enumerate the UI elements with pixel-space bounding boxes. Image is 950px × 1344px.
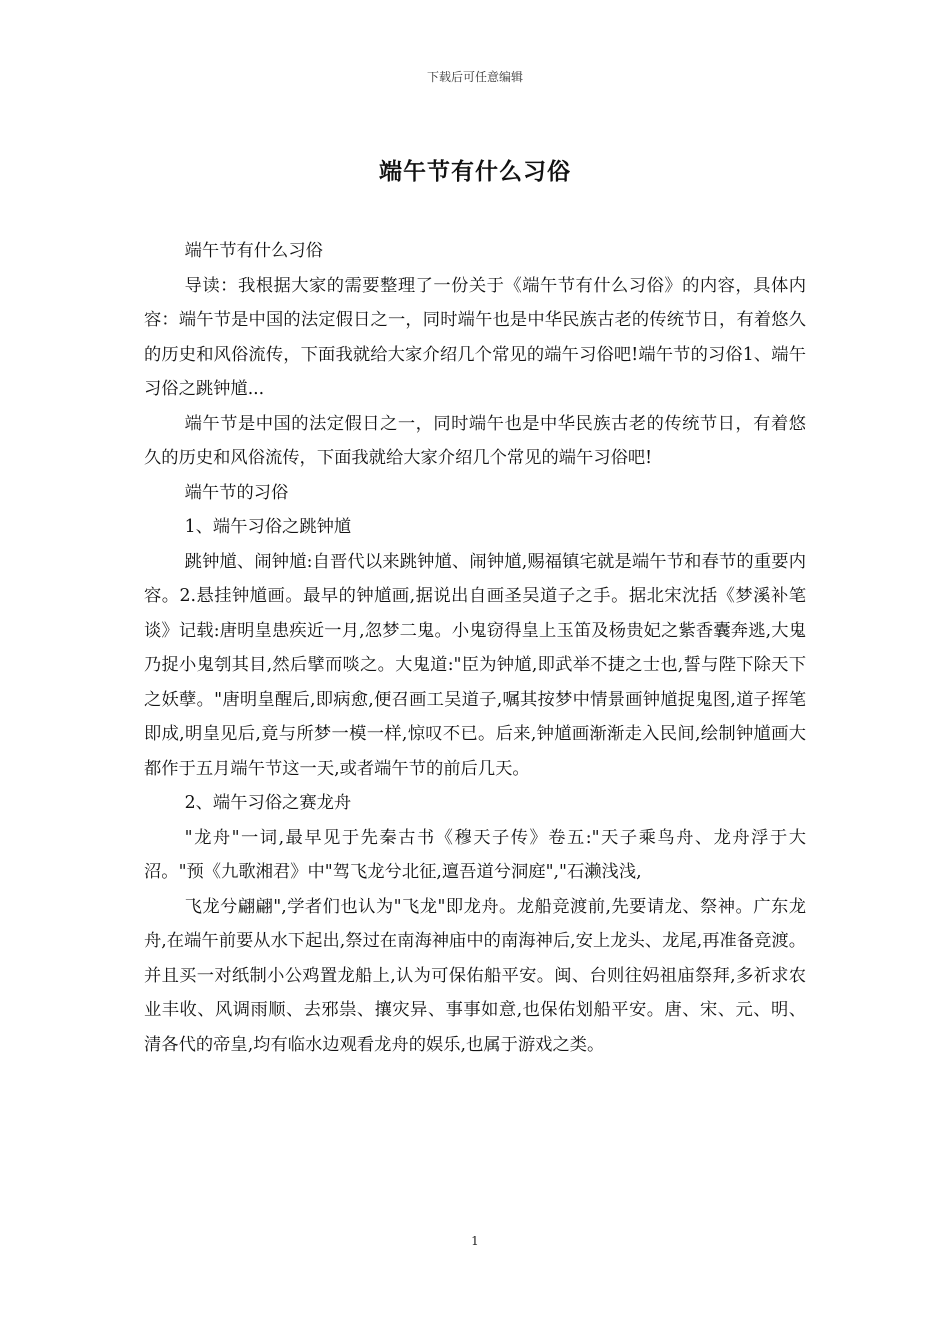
document-title: 端午节有什么习俗 xyxy=(379,159,571,185)
body-paragraph: 端午节的习俗 xyxy=(184,482,289,503)
body-paragraph: 2、端午习俗之赛龙舟 xyxy=(184,793,352,813)
body-paragraph: "龙舟"一词,最早见于先秦古书《穆天子传》卷五:"天子乘鸟舟、龙舟浮于大沼。"预《九歌湘君》中"驾飞龙兮北征,邅吾道兮洞庭","石濑浅浅, xyxy=(144,827,806,882)
header-note: 下载后可任意编辑 xyxy=(426,70,523,84)
body-paragraph: 端午节有什么习俗 xyxy=(184,241,323,261)
body-paragraph: 1、端午习俗之跳钟馗 xyxy=(184,517,352,537)
document-body xyxy=(144,234,806,1062)
body-paragraph: 飞龙兮翩翩",学者们也认为"飞龙"即龙舟。龙船竞渡前,先要请龙、祭神。广东龙舟,在端午前要从水下起出,祭过在南海神庙中的南海神后,安上龙头、龙尾,再准备竞渡。并且买一对纸制小公鸡置龙船上,认为可保佑船平安。闽、台则往妈祖庙祭拜,多祈求农业丰收、风调雨顺、去邪祟、攘灾异、事事如意,也保佑划船平安。唐、宋、元、明、清各代的帝皇,均有临水边观看龙舟的娱乐,也属于游戏之类。 xyxy=(144,896,806,1055)
body-paragraph: 导读：我根据大家的需要整理了一份关于《端午节有什么习俗》的内容，具体内容：端午节是中国的法定假日之一，同时端午也是中华民族古老的传统节日，有着悠久的历史和风俗流传，下面我就给大家介绍几个常见的端午习俗吧!端午节的习俗1、端午习俗之跳钟馗... xyxy=(144,275,806,399)
body-paragraph: 端午节是中国的法定假日之一，同时端午也是中华民族古老的传统节日，有着悠久的历史和风俗流传，下面我就给大家介绍几个常见的端午习俗吧! xyxy=(144,413,806,468)
page-number: 1 xyxy=(471,1234,479,1248)
body-paragraph: 跳钟馗、闹钟馗:自晋代以来跳钟馗、闹钟馗,赐福镇宅就是端午节和春节的重要内容。2.悬挂钟馗画。最早的钟馗画,据说出自画圣吴道子之手。据北宋沈括《梦溪补笔谈》记载:唐明皇患疾近一月,忽梦二鬼。小鬼窃得皇上玉笛及杨贵妃之紫香囊奔逃,大鬼乃捉小鬼刳其目,然后擘而啖之。大鬼道:"臣为钟馗,即武举不捷之士也,誓与陛下除天下之妖孽。"唐明皇醒后,即病愈,便召画工吴道子,嘱其按梦中情景画钟馗捉鬼图,道子挥笔即成,明皇见后,竟与所梦一模一样,惊叹不已。后来,钟馗画渐渐走入民间,绘制钟馗画大都作于五月端午节这一天,或者端午节的前后几天。 xyxy=(144,551,806,779)
